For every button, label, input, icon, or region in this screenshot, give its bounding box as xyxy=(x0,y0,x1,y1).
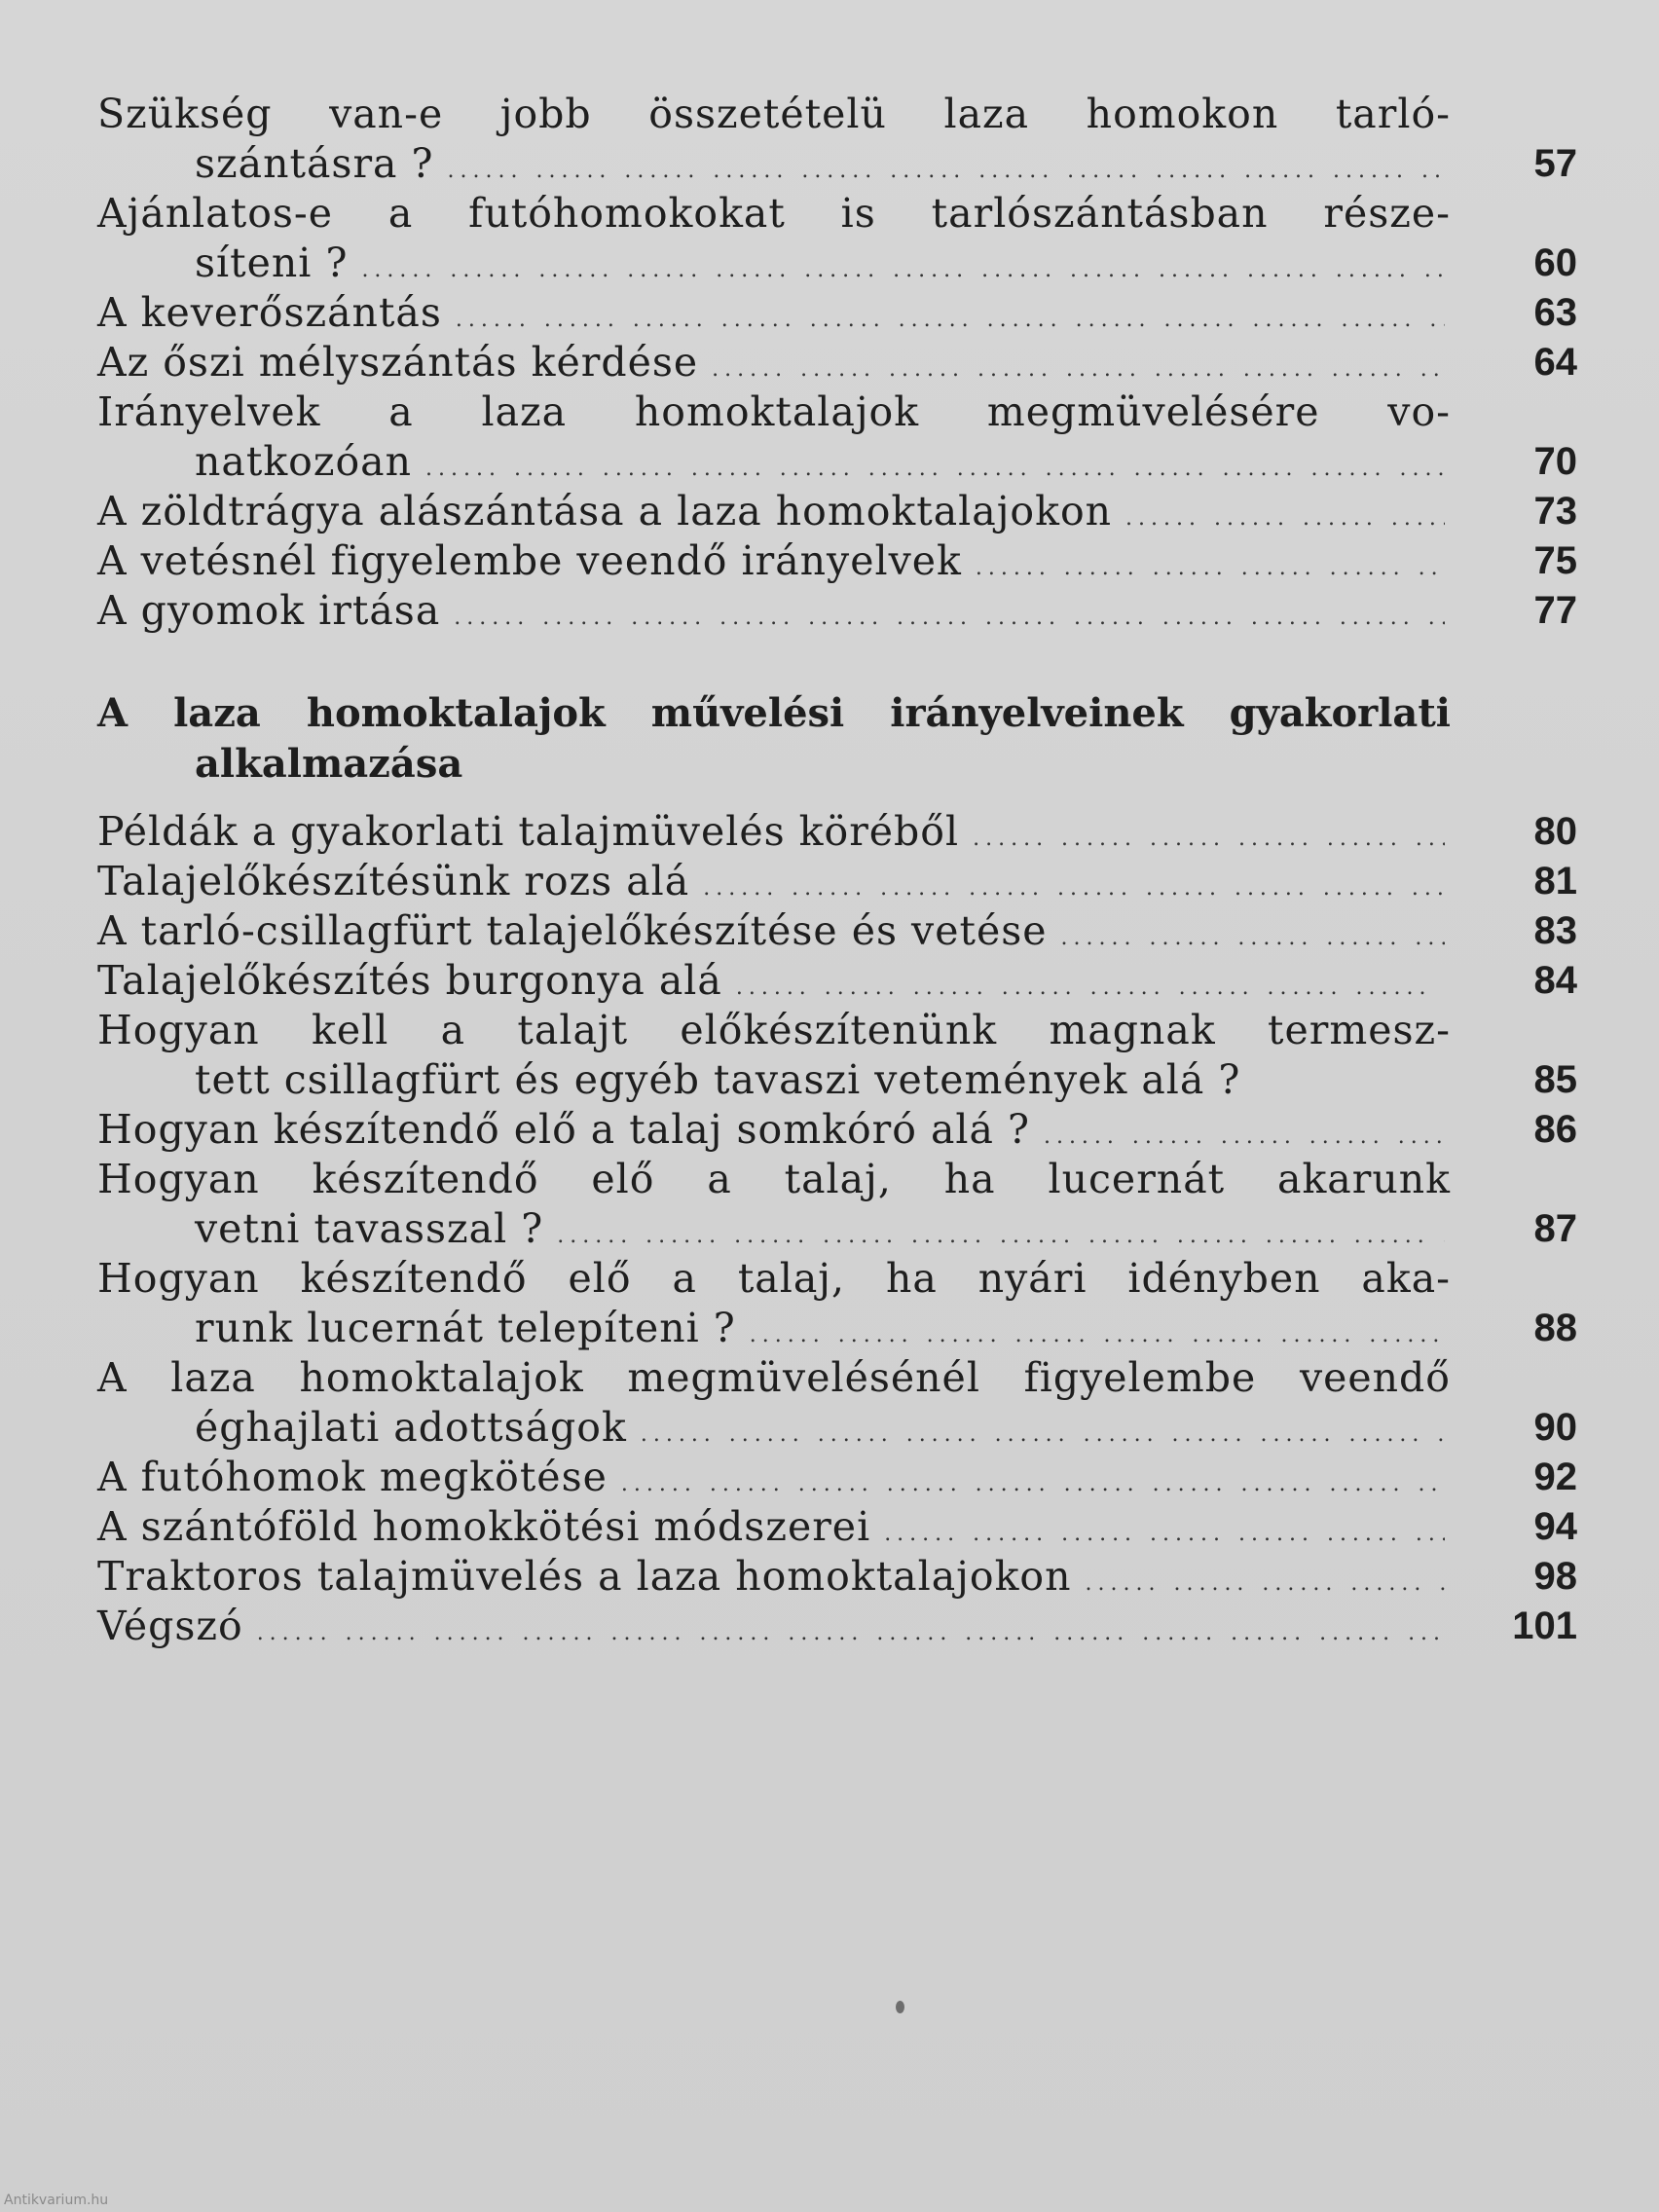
toc-entry-text: A zöldtrágya alászántása a laza homoktalajokon xyxy=(97,488,1113,535)
leader-dots xyxy=(621,1467,1445,1502)
toc-entry-text-line2: éghajlati adottságok xyxy=(195,1404,627,1451)
toc-entry-text-line2: szántásra ? xyxy=(195,140,434,187)
toc-entry xyxy=(97,387,1577,487)
toc-entry-text-line2: tett csillagfürt és egyéb tavaszi vetemények alá ? xyxy=(195,1056,1241,1103)
toc-entry-text-line2: natkozóan xyxy=(195,438,412,485)
toc-page-number: 94 xyxy=(1533,1505,1577,1548)
toc-entry xyxy=(97,906,1577,956)
toc-page-number: 75 xyxy=(1533,539,1577,582)
toc-page-number: 98 xyxy=(1533,1555,1577,1598)
toc-page-number: 70 xyxy=(1533,440,1577,483)
section-heading-line2: alkalmazása xyxy=(195,741,463,787)
leader-dots xyxy=(1125,501,1445,536)
leader-dots xyxy=(1061,921,1445,956)
toc-page-number: 85 xyxy=(1533,1058,1577,1101)
leader-dots xyxy=(736,971,1445,1006)
section-heading xyxy=(97,688,1451,790)
table-of-contents xyxy=(97,90,1577,1651)
toc-entry xyxy=(97,1155,1577,1254)
leader-dots xyxy=(712,352,1445,387)
toc-entry xyxy=(97,956,1577,1006)
toc-page-number: 87 xyxy=(1533,1207,1577,1250)
leader-dots xyxy=(1044,1120,1445,1155)
toc-entry-text: A vetésnél figyelembe veendő irányelvek xyxy=(97,537,962,584)
toc-entry xyxy=(97,1006,1577,1105)
section-heading-line1: A laza homoktalajok művelési irányelveinek gyakorlati xyxy=(97,690,1451,736)
toc-entry-text-line1: Hogyan kell a talajt előkészítenünk magnak termesz- xyxy=(97,1007,1451,1053)
toc-entry-text: A tarló-csillagfürt talajelőkészítése és vetése xyxy=(97,907,1048,954)
toc-entry-text: A keverőszántás xyxy=(97,289,442,336)
toc-page-number: 90 xyxy=(1533,1406,1577,1449)
toc-page-number: 57 xyxy=(1533,142,1577,185)
toc-entry-text-line1: Ajánlatos-e a futóhomokokat is tarlószántásban része- xyxy=(97,190,1451,237)
toc-entry-text: A szántóföld homokkötési módszerei xyxy=(97,1503,871,1550)
leader-dots xyxy=(884,1517,1445,1552)
leader-dots xyxy=(976,551,1445,586)
toc-entry-text: Végszó xyxy=(97,1603,243,1649)
watermark: Antikvarium.hu xyxy=(4,2193,109,2208)
toc-entry-text-line1: Irányelvek a laza homoktalajok megmüvelésére vo- xyxy=(97,388,1451,435)
toc-entry-text-line1: Szükség van-e jobb összetételü laza homokon tarló- xyxy=(97,91,1451,137)
toc-page-number: 63 xyxy=(1533,291,1577,334)
toc-entry xyxy=(97,586,1577,636)
leader-dots xyxy=(557,1219,1445,1254)
paper-speck xyxy=(896,2001,904,2013)
toc-entry-text: Példák a gyakorlati talajmüvelés köréből xyxy=(97,808,960,855)
leader-dots xyxy=(641,1418,1445,1453)
toc-page-number: 73 xyxy=(1533,490,1577,533)
toc-entry xyxy=(97,1602,1577,1651)
toc-page-number: 64 xyxy=(1533,341,1577,384)
toc-entry-text-line1: Hogyan készítendő elő a talaj, ha nyári idényben aka- xyxy=(97,1255,1451,1302)
toc-page-number: 101 xyxy=(1512,1604,1577,1647)
toc-entry xyxy=(97,536,1577,586)
toc-entry-text-line2: runk lucernát telepíteni ? xyxy=(195,1305,736,1351)
toc-page-number: 81 xyxy=(1533,860,1577,903)
leader-dots xyxy=(973,822,1445,857)
toc-entry xyxy=(97,1453,1577,1502)
toc-entry xyxy=(97,189,1577,288)
toc-page-number: 86 xyxy=(1533,1108,1577,1151)
toc-entry xyxy=(97,807,1577,857)
toc-entry-text-line1: A laza homoktalajok megmüvelésénél figyelembe veendő xyxy=(97,1354,1451,1401)
toc-entry-text-line2: síteni ? xyxy=(195,240,349,286)
leader-dots xyxy=(257,1616,1445,1651)
leader-dots xyxy=(456,303,1445,338)
toc-page-number: 84 xyxy=(1533,959,1577,1002)
toc-entry xyxy=(97,90,1577,189)
leader-dots xyxy=(361,253,1445,288)
toc-entry-text: Talajelőkészítés burgonya alá xyxy=(97,957,722,1004)
toc-entry-text-line2: vetni tavasszal ? xyxy=(195,1205,544,1252)
leader-dots xyxy=(750,1318,1445,1353)
leader-dots xyxy=(703,871,1445,906)
toc-entry xyxy=(97,1353,1577,1453)
toc-entry-text: Talajelőkészítésünk rozs alá xyxy=(97,858,690,904)
toc-entry xyxy=(97,1552,1577,1602)
toc-page-number: 92 xyxy=(1533,1456,1577,1498)
toc-entry-text: Traktoros talajmüvelés a laza homoktalajokon xyxy=(97,1553,1072,1600)
toc-entry xyxy=(97,338,1577,387)
toc-entry-text: Hogyan készítendő elő a talaj somkóró alá ? xyxy=(97,1106,1030,1153)
leader-dots xyxy=(1086,1567,1445,1602)
toc-entry xyxy=(97,487,1577,536)
leader-dots xyxy=(454,601,1445,636)
leader-dots xyxy=(448,154,1445,189)
toc-entry-text-line1: Hogyan készítendő elő a talaj, ha lucernát akarunk xyxy=(97,1156,1451,1202)
toc-entry-text: Az őszi mélyszántás kérdése xyxy=(97,339,699,386)
toc-entry xyxy=(97,1254,1577,1353)
toc-page-number: 88 xyxy=(1533,1307,1577,1349)
leader-dots xyxy=(425,452,1445,487)
toc-entry xyxy=(97,288,1577,338)
toc-page-number: 77 xyxy=(1533,589,1577,632)
toc-page-number: 83 xyxy=(1533,909,1577,952)
toc-entry xyxy=(97,1105,1577,1155)
toc-page-number: 60 xyxy=(1533,241,1577,284)
toc-page-number: 80 xyxy=(1533,810,1577,853)
toc-entry-text: A futóhomok megkötése xyxy=(97,1454,608,1500)
toc-entry xyxy=(97,857,1577,906)
toc-entry xyxy=(97,1502,1577,1552)
toc-entry-text: A gyomok irtása xyxy=(97,587,441,634)
